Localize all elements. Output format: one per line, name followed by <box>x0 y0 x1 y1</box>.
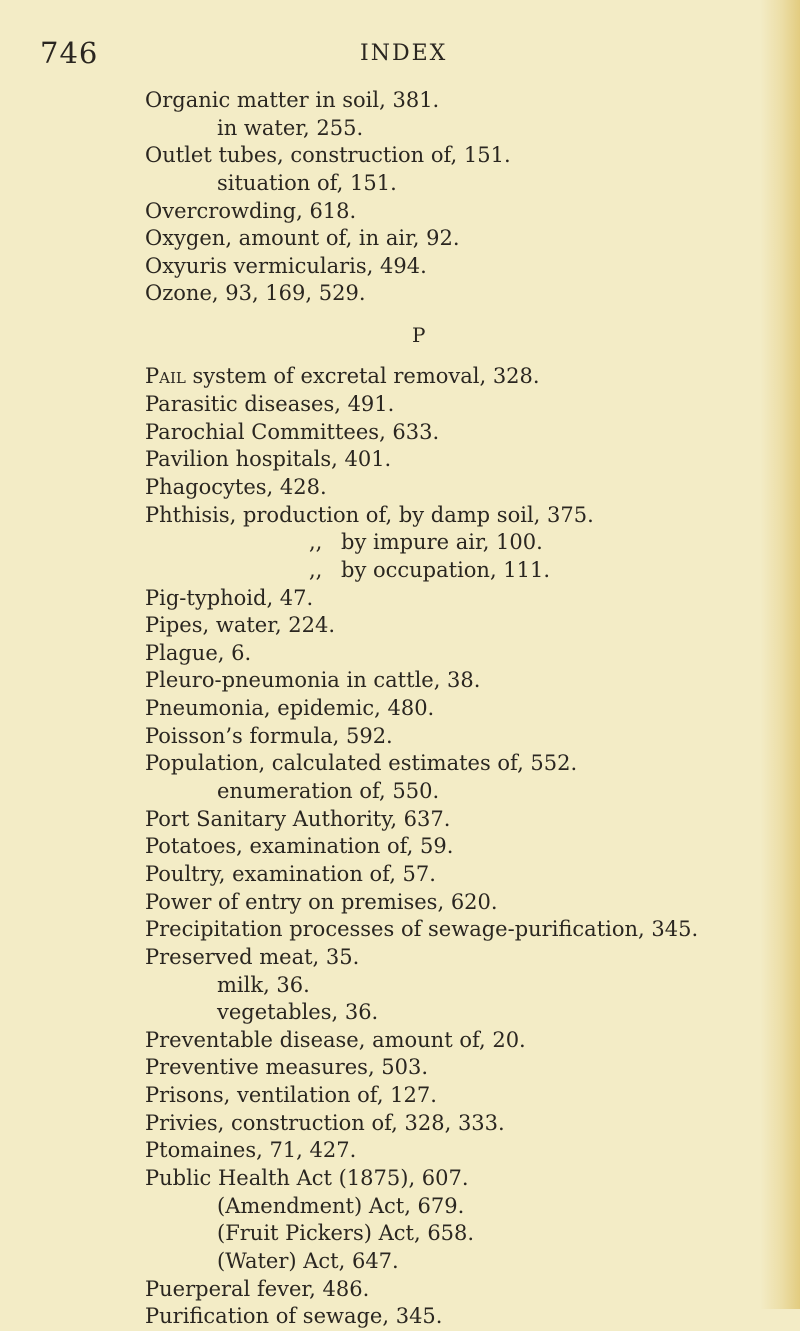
index-entry: Preventive measures, 503. <box>145 1055 429 1080</box>
index-entry: Pavilion hospitals, 401. <box>145 447 392 472</box>
index-entry: Phthisis, production of, by damp soil, 375. <box>145 502 594 527</box>
index-entry: Puerperal fever, 486. <box>145 1276 370 1301</box>
index-entry: Preventable disease, amount of, 20. <box>145 1027 526 1052</box>
index-subentry: situation of, 151. <box>217 170 397 195</box>
index-entry: Power of entry on premises, 620. <box>145 889 498 914</box>
index-entry: Organic matter in soil, 381. <box>145 88 440 112</box>
index-entry: Phagocytes, 428. <box>145 474 327 499</box>
page-number: 746 <box>40 36 99 70</box>
index-subentry: (Water) Act, 647. <box>217 1248 399 1273</box>
index-entry: Pig-typhoid, 47. <box>145 585 314 610</box>
ditto-mark: ,, <box>309 530 323 555</box>
running-head: INDEX <box>360 41 448 66</box>
index-entry: Oxygen, amount of, in air, 92. <box>145 226 460 251</box>
index-entry: Overcrowding, 618. <box>145 198 357 223</box>
index-entry: Poisson’s formula, 592. <box>145 723 393 748</box>
index-entry: Privies, construction of, 328, 333. <box>145 1110 505 1135</box>
index-entry: Purification of sewage, 345. <box>145 1304 443 1329</box>
index-entry <box>145 363 785 391</box>
index-entry: Plague, 6. <box>145 640 252 665</box>
entry-lead-word: Pail <box>145 364 186 389</box>
index-entry: Pipes, water, 224. <box>145 613 336 638</box>
index-entry: Precipitation processes of sewage-purification, 345. <box>145 917 699 942</box>
ditto-mark: ,, <box>309 557 323 582</box>
index-entry: Prisons, ventilation of, 127. <box>145 1083 437 1108</box>
index-entry: Ozone, 93, 169, 529. <box>145 281 366 306</box>
index-entries <box>145 87 785 1331</box>
index-subentry: vegetables, 36. <box>217 1000 379 1025</box>
index-ditto-entry <box>145 529 785 557</box>
section-letter-p: P <box>412 322 426 347</box>
index-entry: Ptomaines, 71, 427. <box>145 1138 357 1163</box>
index-entry: Parochial Committees, 633. <box>145 419 440 444</box>
ditto-text: by occupation, 111. <box>341 557 551 582</box>
index-entry: Poultry, examination of, 57. <box>145 861 436 886</box>
index-entry: Port Sanitary Authority, 637. <box>145 806 451 831</box>
ditto-text: by impure air, 100. <box>341 530 543 555</box>
index-entry: Pleuro-pneumonia in cattle, 38. <box>145 668 481 693</box>
index-subentry: enumeration of, 550. <box>217 779 440 804</box>
index-subentry: in water, 255. <box>217 115 364 140</box>
index-subentry: milk, 36. <box>217 972 310 997</box>
index-entry: Preserved meat, 35. <box>145 944 360 969</box>
index-entry: Pneumonia, epidemic, 480. <box>145 696 435 721</box>
index-entry: Potatoes, examination of, 59. <box>145 834 454 859</box>
entry-rest: system of excretal removal, 328. <box>185 364 540 389</box>
index-ditto-entry <box>145 557 785 585</box>
index-entry: Oxyuris vermicularis, 494. <box>145 253 427 278</box>
index-entry: Population, calculated estimates of, 552. <box>145 751 578 776</box>
index-entry: Public Health Act (1875), 607. <box>145 1166 469 1190</box>
index-entry: Outlet tubes, construction of, 151. <box>145 143 511 168</box>
index-entry: Parasitic diseases, 491. <box>145 392 395 417</box>
index-subentry: (Fruit Pickers) Act, 658. <box>217 1221 475 1246</box>
index-subentry: (Amendment) Act, 679. <box>217 1193 465 1218</box>
